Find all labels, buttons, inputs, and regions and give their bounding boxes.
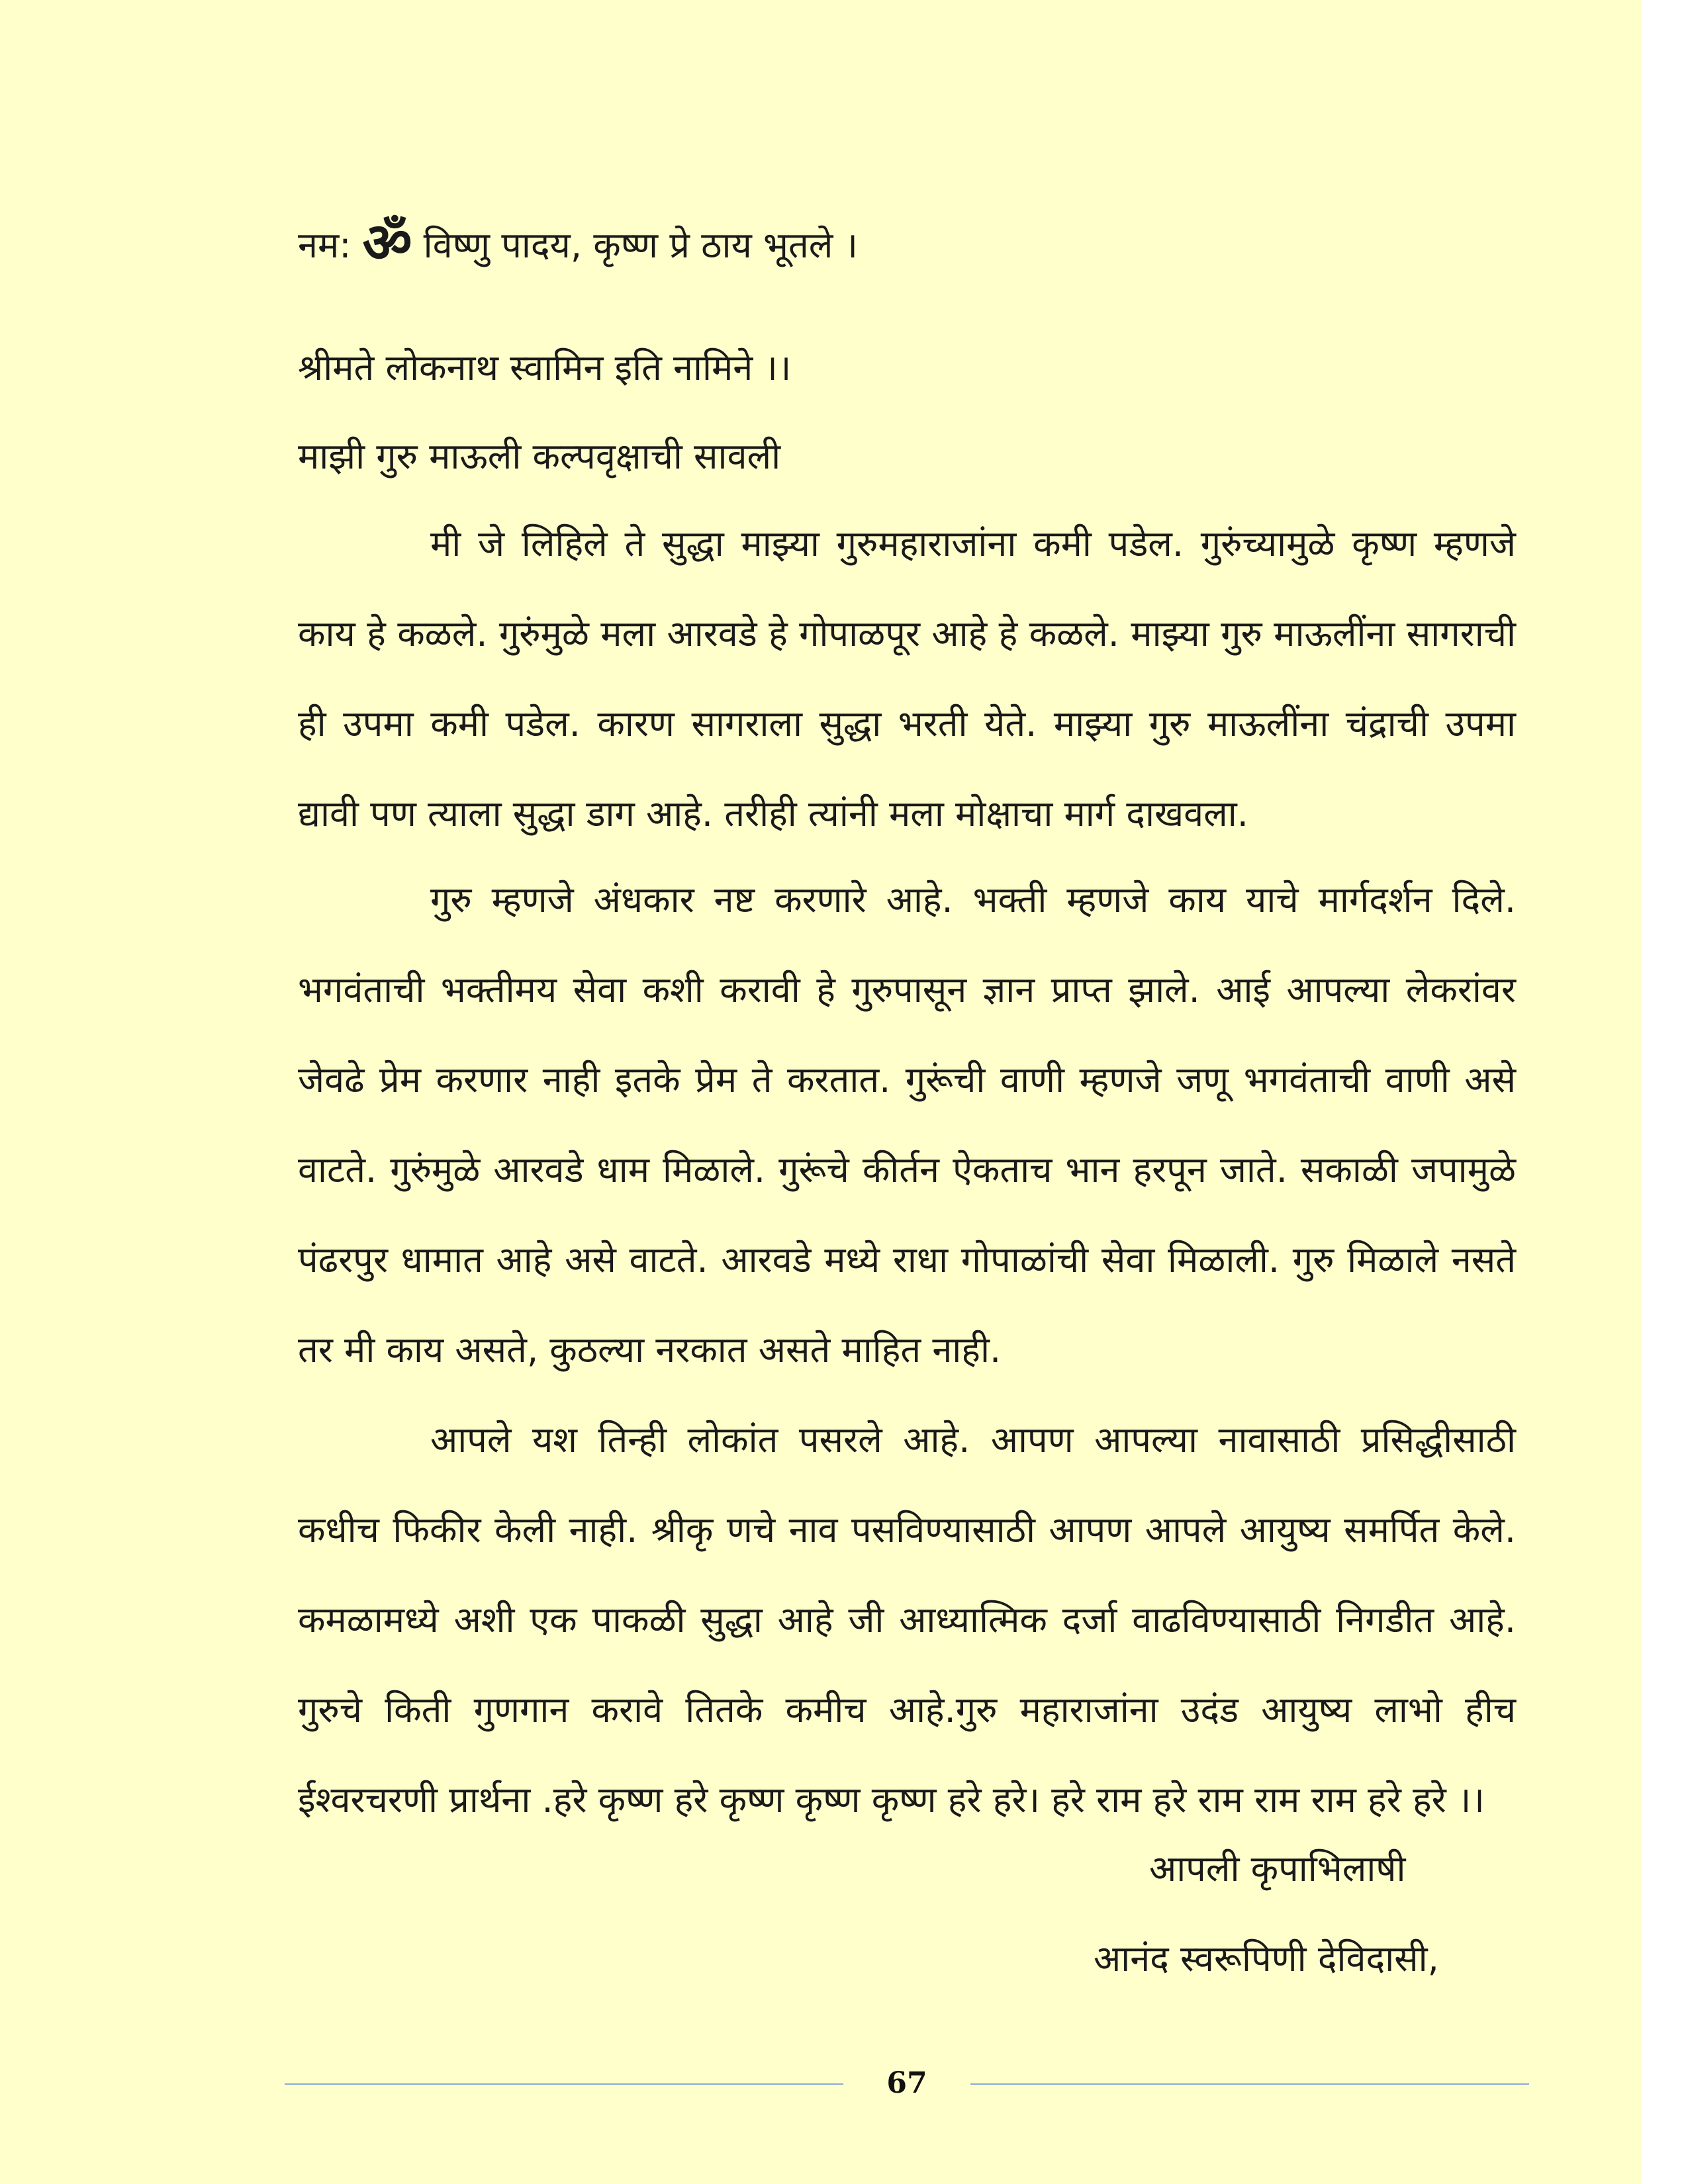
paragraph-3-text: आपले यश तिन्ही लोकांत पसरले आहे. आपण आपल्या नावासाठी प्रसिद्धीसाठी कधीच फिकीर केली नाही. श्रीकृ णचे नाव पसविण्यासाठी आपण आपले आयुष्य समर्पित केले. कमळामध्ये अशी एक पाकळी सुद्धा आहे जी आध्यात्मिक दर्जा वाढविण्यासाठी निगडीत आहे. गुरुचे किती गुणगान करावे तितके कमीच आहे.गुरु महाराजांना उदंड आयुष्य लाभो हीच ईश्वरचरणी प्रार्थना .हरे कृष्ण हरे कृष्ण कृष्ण कृष्ण हरे हरे। हरे राम हरे राम राम राम हरे हरे ।।	[298, 1419, 1516, 1821]
footer-rule-right	[970, 2083, 1529, 2085]
signature-line-1: आपली कृपाभिलाषी	[1149, 1848, 1406, 1889]
invocation-suffix: विष्णु पादय, कृष्ण प्रे ठाय भूतले ।	[423, 224, 858, 266]
paragraph-1-text: मी जे लिहिले ते सुद्धा माझ्या गुरुमहाराजांना कमी पडेल. गुरुंच्यामुळे कृष्ण म्हणजे काय हे कळले. गुरुंमुळे मला आरवडे हे गोपाळपूर आहे हे कळले. माझ्या गुरु माऊलींना सागराची ही उपमा कमी पडेल. कारण सागराला सुद्धा भरती येते. माझ्या गुरु माऊलींना चंद्राची उपमा द्यावी पण त्याला सुद्धा डाग आहे. तरीही त्यांनी मला मोक्षाचा मार्ग दाखवला.	[298, 523, 1516, 835]
paragraph-2	[298, 855, 1516, 1395]
footer-rule-left	[285, 2083, 843, 2085]
paragraph-3	[298, 1395, 1516, 1845]
title-line: माझी गुरु माऊली कल्पवृक्षाची सावली	[298, 435, 781, 477]
invocation-prefix: नम:	[298, 224, 352, 266]
signature-line-2: आनंद स्वरूपिणी देविदासी,	[1094, 1938, 1439, 1979]
om-symbol-icon: ॐ	[362, 212, 412, 275]
paragraph-1	[298, 499, 1516, 859]
invocation-line-1	[298, 212, 858, 275]
invocation-line-2: श्रीमते लोकनाथ स्वामिन इति नामिने ।।	[298, 347, 792, 388]
page-number: 67	[886, 2066, 927, 2100]
paragraph-2-text: गुरु म्हणजे अंधकार नष्ट करणारे आहे. भक्ती म्हणजे काय याचे मार्गदर्शन दिले. भगवंताची भक्तीमय सेवा कशी करावी हे गुरुपासून ज्ञान प्राप्त झाले. आई आपल्या लेकरांवर जेवढे प्रेम करणार नाही इतके प्रेम ते करतात. गुरूंची वाणी म्हणजे जणू भगवंताची वाणी असे वाटते. गुरुंमुळे आरवडे धाम मिळाले. गुरूंचे कीर्तन ऐकताच भान हरपून जाते. सकाळी जपामुळे पंढरपुर धामात आहे असे वाटते. आरवडे मध्ये राधा गोपाळांची सेवा मिळाली. गुरु मिळाले नसते तर मी काय असते, कुठल्या नरकात असते माहित नाही.	[298, 879, 1516, 1371]
